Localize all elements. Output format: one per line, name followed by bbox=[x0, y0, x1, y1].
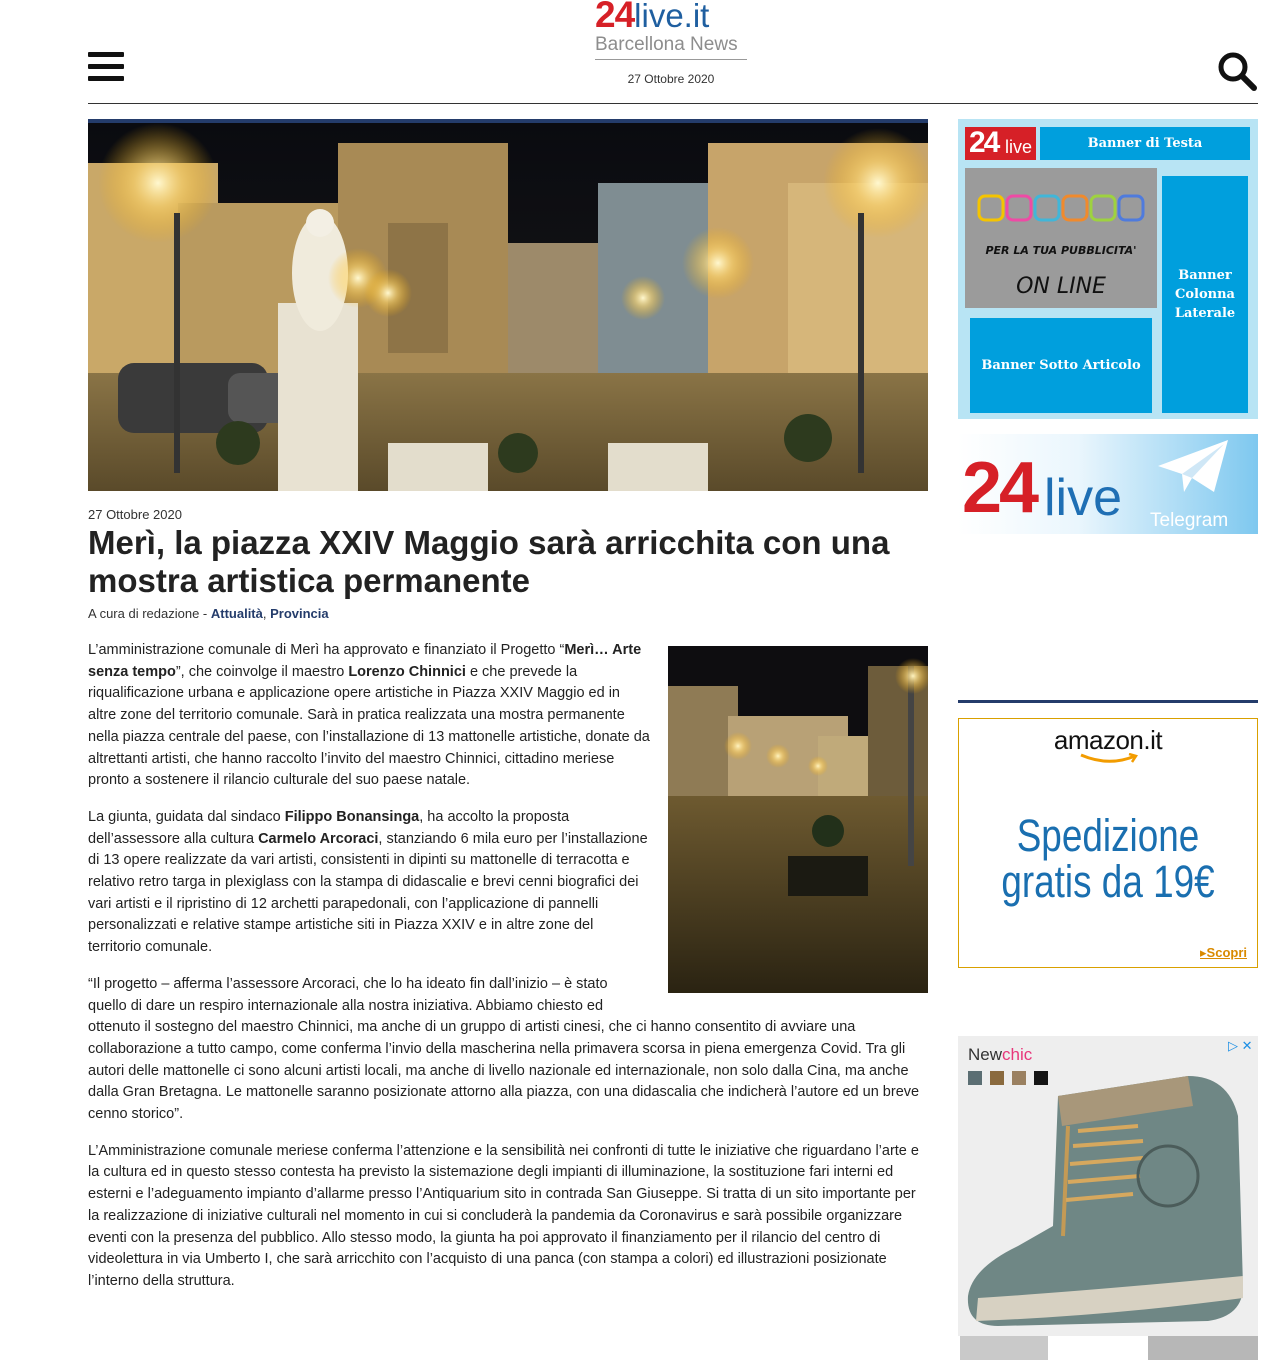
article-date: 27 Ottobre 2020 bbox=[88, 507, 182, 522]
article-title: Merì, la piazza XXIV Maggio sarà arricchita con una mostra artistica permanente bbox=[88, 524, 890, 599]
colored-squares-icon bbox=[965, 186, 1157, 246]
ad-thumbnail[interactable] bbox=[1148, 1336, 1258, 1360]
amazon-message: Spedizione gratis da 19€ bbox=[1001, 810, 1215, 907]
amazon-scopri-link[interactable]: ▸Scopri bbox=[1200, 945, 1247, 960]
paragraph-1: L’amministrazione comunale di Merì ha approvato e finanziato il Progetto “Merì… Arte senza tempo”, che coinvolge il maestro Lorenzo Chinnici e che prevede la riqualificazione urbana e applicazione opere artistiche in Piazza XXIV Maggio ed in altre zone del territorio comunale. Sarà in pratica realizzata una mostra permanente nella piazza centrale del paese, con l’installazione di 13 mattonelle artistiche, donate da altrettanti artisti, che hanno raccolto l’invito del maestro Chinnici, cittadino meriese pronto a sostenere il rilancio culturale del suo paese natale. bbox=[88, 642, 650, 789]
amazon-ad[interactable] bbox=[958, 718, 1258, 968]
telegram-label: Telegram bbox=[1150, 510, 1229, 531]
ad-thumbnail[interactable] bbox=[960, 1336, 1048, 1360]
logo-domain: live.it bbox=[634, 0, 710, 34]
category-link-attualita[interactable]: Attualità bbox=[210, 606, 263, 621]
header-date: 27 Ottobre 2020 bbox=[627, 72, 715, 86]
header-divider bbox=[88, 103, 1258, 104]
telegram-banner-number: 24 bbox=[962, 448, 1037, 528]
telegram-banner[interactable] bbox=[958, 434, 1258, 534]
paragraph-2: La giunta, guidata dal sindaco Filippo Bonansinga, ha accolto la proposta dell’assessore alla cultura Carmelo Arcoraci, stanziando 6 mila euro per l’installazione di 13 opere realizzate da vari artisti, consistenti in dipinti su mattonelle di terracotta e relativo retro targa in plexiglass con la stampa di didascalie e brevi cenni biografici dei vari artisti e il ripristino di 12 archetti parapedonali, con l’applicazione di pannelli personalizzati e relative stampe artistiche siti in Piazza XXIV e in altre zone del territorio comunale. bbox=[88, 808, 648, 956]
category-link-provincia[interactable]: Provincia bbox=[270, 606, 329, 621]
logo-subtitle: Barcellona News bbox=[595, 34, 747, 60]
article-byline: A cura di redazione - Attualità, Provincia bbox=[88, 606, 329, 621]
shoe-product-image bbox=[958, 1036, 1258, 1336]
search-icon[interactable] bbox=[1216, 50, 1258, 92]
adchoices-icon[interactable]: ▷ ✕ bbox=[1228, 1038, 1253, 1053]
amazon-smile-icon bbox=[1079, 753, 1139, 765]
article-hero-image bbox=[88, 119, 928, 495]
article-body bbox=[88, 640, 928, 1308]
telegram-banner-word: live bbox=[1044, 469, 1123, 527]
banner-di-testa[interactable]: Banner di Testa bbox=[1040, 127, 1250, 160]
article-inline-photo bbox=[668, 646, 928, 993]
site-logo[interactable] bbox=[595, 0, 747, 60]
sidebar-divider bbox=[958, 700, 1258, 703]
banner-colonna-laterale[interactable]: Banner Colonna Laterale bbox=[1162, 176, 1248, 413]
promo-line-1: PER LA TUA PUBBLICITA' bbox=[985, 244, 1137, 257]
byline-author: A cura di redazione - bbox=[88, 606, 211, 621]
telegram-plane-icon bbox=[1154, 436, 1234, 496]
newchic-logo: Newchic bbox=[968, 1045, 1033, 1064]
paragraph-4: L’Amministrazione comunale meriese conferma l’attenzione e la sensibilità nei confronti di tutte le iniziative che riguardano l’arte e la cultura ed in questo stesso contesta ha previsto la sistemazione degli impianti di illuminazione, la sostituzione fari interni ed esterni e l’adeguamento impianto d’allarme presso l’Antiquarium sito in contrada San Giuseppe. Si tratta di un sito importante per la realizzazione di iniziative culturali nel momento in cui si concluderà la pandemia da Coronavirus e sarà possibile organizzare eventi con la presenza del pubblico. Allo stesso modo, la giunta ha poi approvato il finanziamento per il rilancio del centro di videolettura in via Umberto I, che sarà arricchito con l’acquisto di una panca (con stampa a colori) ed illustrazioni posizionate l’interno della struttura. bbox=[88, 1142, 919, 1289]
banner-sotto-articolo[interactable]: Banner Sotto Articolo bbox=[970, 318, 1152, 413]
hamburger-menu-icon[interactable] bbox=[88, 52, 124, 82]
paragraph-3: “Il progetto – afferma l’assessore Arcoraci, che lo ha ideato fin dall’inizio – è stato quello di dare un respiro internazionale alla nostra iniziativa. Abbiamo chiesto ed ottenuto il sostegno del maestro Chinnici, ma anche di un gruppo di artisti cinesi, che ci hanno consentito di avviare una collaborazione a tutto campo, come conferma l’invio della mascherina nella primavera scorsa in piena emergenza Covid. Tra gli autori delle mattonelle ci sono alcuni artisti locali, ma anche di livello nazionale ed internazionale, non solo dalla Cina, ma anche dalla Gran Bretagna. Le mattonelle saranno posizionate attorno alla piazza, con una didascalia che indicherà l’autore ed un breve cenno storico”. bbox=[88, 975, 920, 1123]
advertising-banner-grid[interactable] bbox=[958, 119, 1258, 419]
logo-number: 24 bbox=[595, 0, 635, 35]
promo-box[interactable] bbox=[965, 168, 1157, 308]
promo-line-2: ON LINE bbox=[1016, 274, 1106, 299]
newchic-shoe-ad[interactable] bbox=[958, 1036, 1258, 1336]
amazon-logo: amazon.it bbox=[1053, 725, 1163, 755]
ad-grid-logo: 24 live bbox=[965, 127, 1036, 160]
